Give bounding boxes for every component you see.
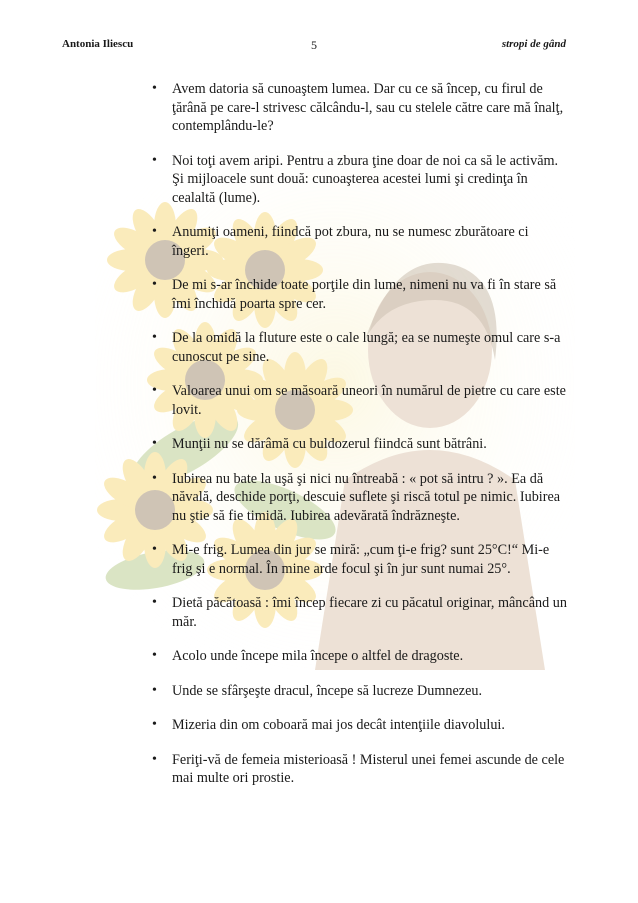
quote-text: Noi toţi avem aripi. Pentru a zbura ţine doar de noi ca să le activăm. Şi mijloacele sunt două: cunoaşterea acestei lumi şi credinţa în cealaltă (lume).: [172, 152, 559, 206]
quote-text: De la omidă la fluture este o cale lungă; ea se numeşte omul care s-a cunoscut pe sine.: [172, 330, 561, 365]
quote-text: De mi s-ar închide toate porţile din lume, nimeni nu va fi în stare să îmi închidă poarta spre cer.: [172, 277, 557, 312]
quote-text: Anumiţi oameni, fiindcă pot zbura, nu se numesc zburătoare ci îngeri.: [172, 224, 529, 259]
quote-text: Mizeria din om coboară mai jos decât intenţiile diavolului.: [172, 717, 505, 733]
quote-item: [150, 276, 568, 313]
quote-item: [150, 751, 568, 788]
quote-item: [150, 329, 568, 366]
quote-text: Iubirea nu bate la uşă şi nici nu întreabă : « pot să intru ? ». Ea dă năvală, deschide porţi, descuie suflete şi riscă totul pe nimic. Iubirea nu ştie să fie timidă. Iubirea adevărată îndrăzneşte.: [172, 470, 561, 524]
quote-item: [150, 594, 568, 631]
page-header: [62, 38, 566, 56]
page-number: 5: [311, 38, 317, 52]
quote-text: Munţii nu se dărâmă cu buldozerul fiindcă sunt bătrâni.: [172, 436, 487, 452]
bullet-icon: •: [152, 383, 157, 398]
quote-text: Valoarea unui om se măsoară uneori în numărul de pietre cu care este lovit.: [172, 383, 566, 418]
header-book-title: stropi de gând: [501, 38, 566, 50]
quote-text: Mi-e frig. Lumea din jur se miră: „cum ţi-e frig? sunt 25°C!“ Mi-e frig şi e normal. În mine arde focul şi în jur sunt numai 25°.: [172, 542, 550, 577]
bullet-icon: •: [152, 542, 157, 557]
quote-text: Acolo unde începe mila începe o altfel de dragoste.: [172, 648, 464, 664]
quote-text: Dietă păcătoasă : îmi încep fiecare zi cu păcatul originar, mâncând un măr.: [172, 595, 567, 630]
bullet-icon: •: [152, 648, 157, 663]
bullet-icon: •: [152, 717, 157, 732]
quote-item: [150, 80, 568, 136]
quotes-list: [150, 80, 568, 788]
quote-item: [150, 647, 568, 666]
bullet-icon: •: [152, 682, 157, 698]
header-author: Antonia Iliescu: [62, 38, 134, 50]
bullet-icon: •: [152, 224, 157, 239]
quote-item: [150, 223, 568, 260]
bullet-icon: •: [152, 152, 157, 168]
quote-item: [150, 470, 568, 526]
quote-text: Unde se sfârşeşte dracul, începe să lucreze Dumnezeu.: [172, 682, 483, 699]
bullet-icon: •: [152, 751, 157, 767]
bullet-icon: •: [152, 277, 157, 292]
quote-item: [150, 435, 568, 454]
bullet-icon: •: [152, 595, 157, 610]
quote-item: [150, 152, 568, 208]
bullet-icon: •: [152, 436, 157, 451]
quote-text: Feriţi-vă de femeia misterioasă ! Misterul unei femei ascunde de cele mai multe ori prostie.: [172, 751, 565, 786]
bullet-icon: •: [152, 470, 157, 486]
quote-item: [150, 382, 568, 419]
quote-item: [150, 541, 568, 578]
quote-item: [150, 682, 568, 701]
bullet-icon: •: [152, 330, 157, 345]
quote-text: Avem datoria să cunoaştem lumea. Dar cu ce să încep, cu firul de ţărână pe care-l strivesc călcându-l, sau cu stelele către care mă înalţ, contemplându-le?: [172, 81, 564, 134]
quote-item: [150, 716, 568, 735]
bullet-icon: •: [152, 81, 157, 96]
